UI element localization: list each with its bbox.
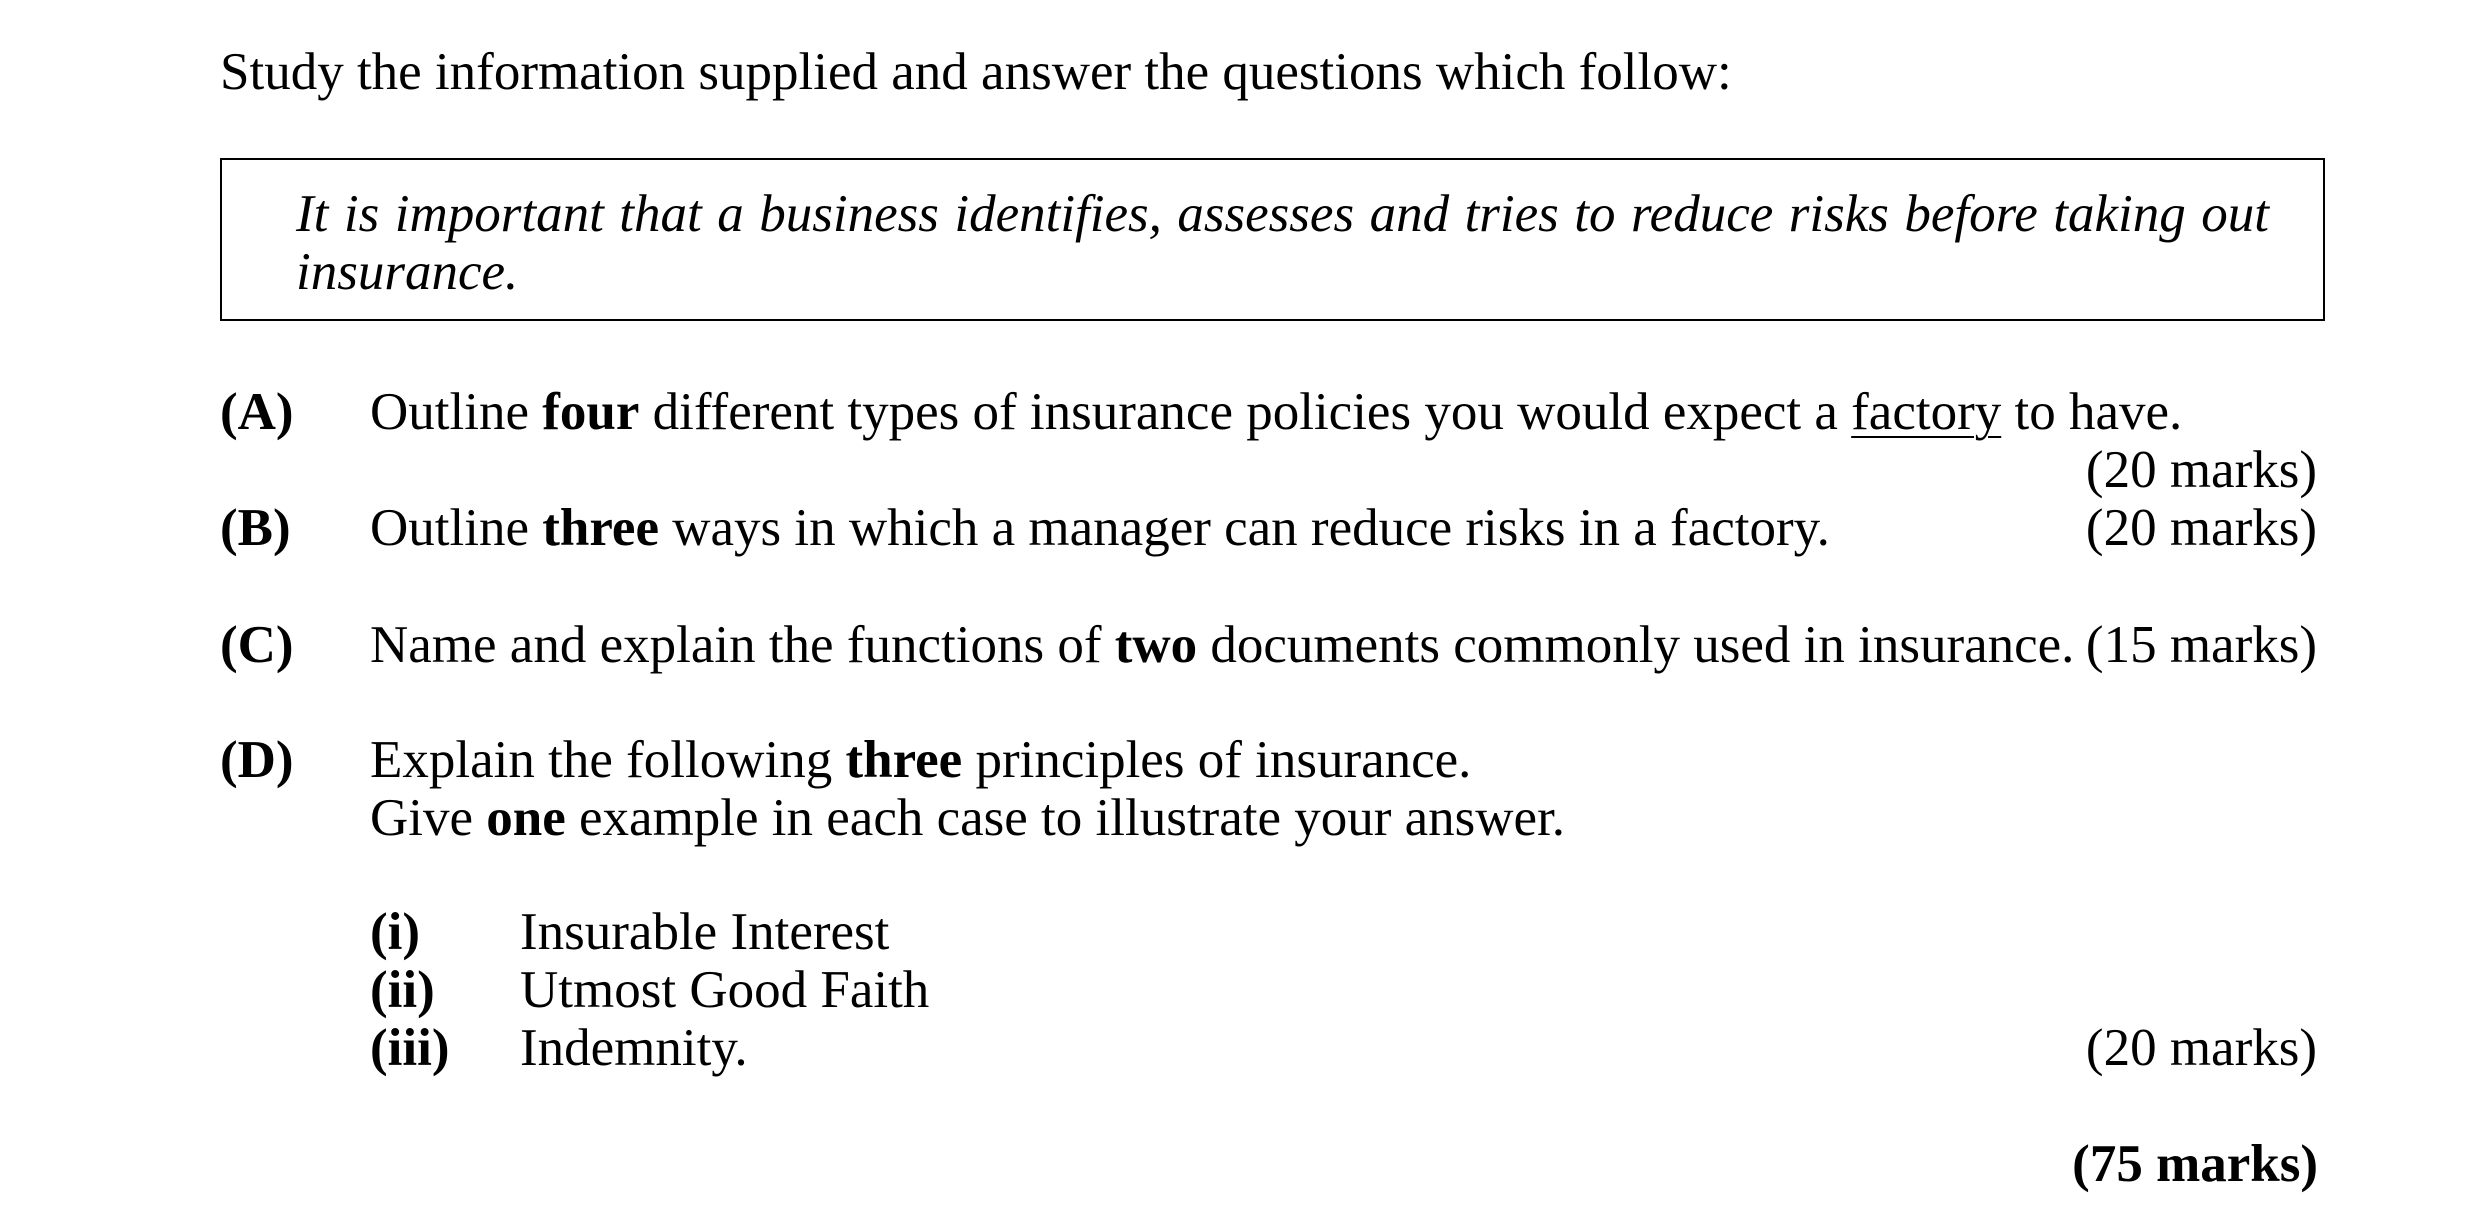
question-b-label: (B): [220, 499, 291, 557]
total-marks: (75 marks): [2072, 1135, 2318, 1193]
question-d-marks: (20 marks): [2085, 1019, 2317, 1077]
subitem-label: (iii): [370, 1019, 450, 1077]
subitem-label: (ii): [370, 961, 435, 1019]
question-a-marks: (20 marks): [2085, 441, 2317, 499]
question-c-text: Name and explain the functions of two documents commonly used in insurance.: [370, 616, 2075, 674]
subitem-text: Indemnity.: [520, 1019, 748, 1077]
statement-box: [220, 158, 2325, 321]
question-d-line1: Explain the following three principles of insurance.: [370, 731, 1472, 789]
question-b-marks: (20 marks): [2085, 499, 2317, 557]
question-a-label: (A): [220, 383, 294, 441]
instructions: Study the information supplied and answer the questions which follow:: [220, 43, 1732, 101]
subitem-text: Insurable Interest: [520, 903, 890, 961]
question-c-label: (C): [220, 616, 294, 674]
question-c-marks: (15 marks): [2085, 616, 2317, 674]
question-b-text: Outline three ways in which a manager can reduce risks in a factory.: [370, 499, 1830, 557]
statement-text: It is important that a business identifies, assesses and tries to reduce risks before taking out insurance.: [296, 185, 2269, 301]
subitem-label: (i): [370, 903, 421, 961]
question-a-text: Outline four different types of insurance policies you would expect a factory to have.: [370, 383, 2183, 441]
subitem-text: Utmost Good Faith: [520, 961, 930, 1019]
question-d-label: (D): [220, 731, 294, 789]
question-d-line2: Give one example in each case to illustrate your answer.: [370, 789, 1566, 847]
